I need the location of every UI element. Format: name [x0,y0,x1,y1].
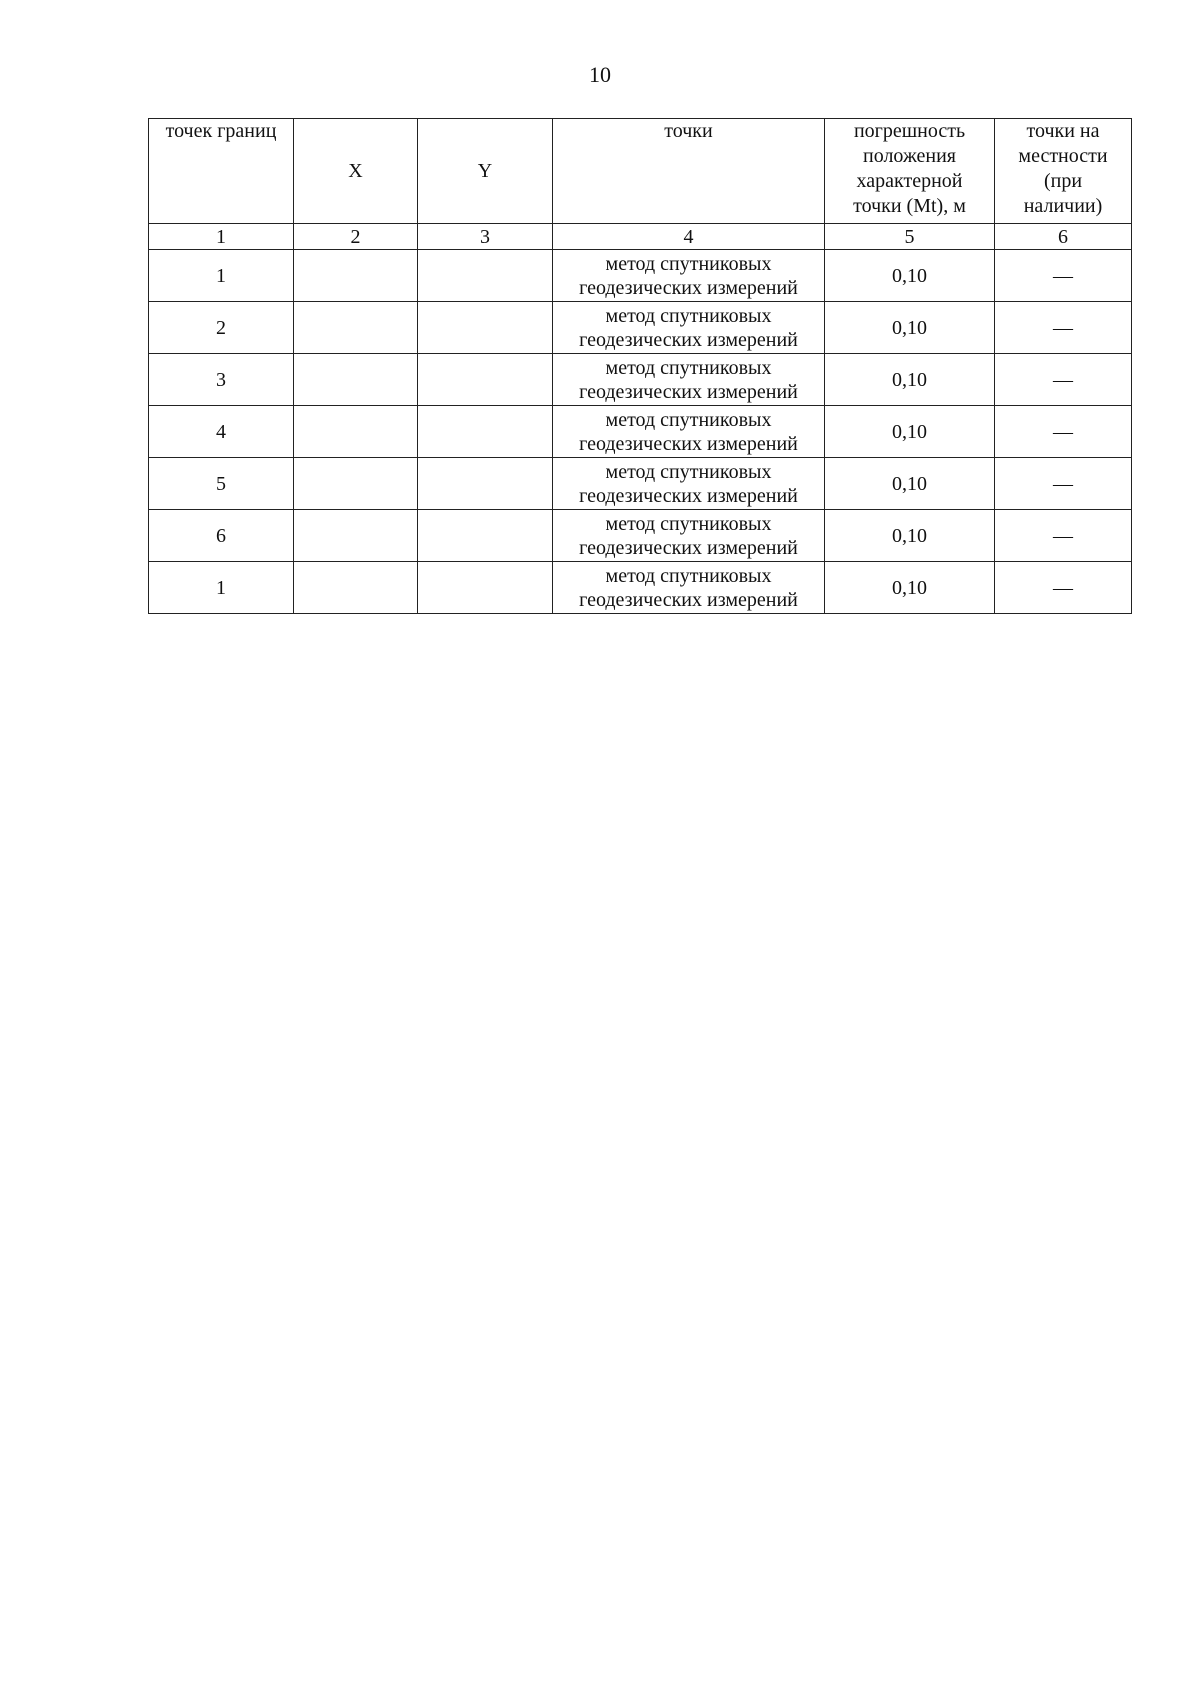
header-error-line: положения [863,145,956,167]
header-description-line: точки на [1026,120,1100,142]
header-error-line: погрешность [853,120,966,142]
header-description-line: наличии) [1023,195,1103,217]
coordinate-x [294,302,418,354]
method-cell [553,458,825,510]
method-cell [553,510,825,562]
table-row [149,562,1132,614]
method-line: геодезических измерений [579,484,798,507]
method-cell [553,562,825,614]
method-line: метод спутниковых [605,304,772,327]
method-line: метод спутниковых [605,564,772,587]
point-number: 2 [149,302,294,354]
coordinate-y [418,458,553,510]
point-number: 1 [149,250,294,302]
error-value: 0,10 [825,302,995,354]
method-line: метод спутниковых [605,356,772,379]
method-line: геодезических измерений [579,276,798,299]
error-value: 0,10 [825,250,995,302]
description-value: — [995,406,1132,458]
table-row [149,354,1132,406]
description-value: — [995,510,1132,562]
header-description-line: (при [1043,170,1083,192]
method-cell [553,354,825,406]
method-line: геодезических измерений [579,588,798,611]
column-number: 2 [294,224,418,250]
header-error-line: точки (Mt), м [853,195,966,217]
point-number: 1 [149,562,294,614]
header-error [825,119,995,224]
method-line: метод спутниковых [605,460,772,483]
description-value: — [995,458,1132,510]
header-x: X [294,119,418,224]
description-value: — [995,562,1132,614]
method-line: геодезических измерений [579,432,798,455]
header-boundary-points: точек границ [149,119,294,224]
header-error-line: характерной [856,170,963,192]
method-cell [553,302,825,354]
page-number: 10 [589,62,611,87]
column-number: 5 [825,224,995,250]
column-number: 4 [553,224,825,250]
description-value: — [995,250,1132,302]
point-number: 4 [149,406,294,458]
method-line: метод спутниковых [605,512,772,535]
point-number: 3 [149,354,294,406]
method-cell [553,250,825,302]
column-number: 6 [995,224,1132,250]
column-number: 3 [418,224,553,250]
coordinate-x [294,562,418,614]
table-header-row [149,119,1132,224]
coordinate-y [418,406,553,458]
method-line: геодезических измерений [579,328,798,351]
header-description [995,119,1132,224]
table-row [149,458,1132,510]
header-description-line: местности [1018,145,1108,167]
method-line: метод спутниковых [605,252,772,275]
coordinate-x [294,458,418,510]
header-y: Y [418,119,553,224]
method-line: геодезических измерений [579,380,798,403]
error-value: 0,10 [825,562,995,614]
point-number: 6 [149,510,294,562]
method-line: геодезических измерений [579,536,798,559]
description-value: — [995,302,1132,354]
table-row [149,250,1132,302]
description-value: — [995,354,1132,406]
error-value: 0,10 [825,458,995,510]
coordinate-y [418,354,553,406]
column-number: 1 [149,224,294,250]
method-cell [553,406,825,458]
header-method: точки [553,119,825,224]
table-row [149,302,1132,354]
coordinate-y [418,510,553,562]
point-number: 5 [149,458,294,510]
error-value: 0,10 [825,354,995,406]
coordinate-y [418,250,553,302]
coordinate-x [294,510,418,562]
coordinate-y [418,302,553,354]
coordinate-x [294,250,418,302]
coordinate-y [418,562,553,614]
table-row [149,510,1132,562]
coordinate-x [294,354,418,406]
error-value: 0,10 [825,406,995,458]
coordinate-x [294,406,418,458]
error-value: 0,10 [825,510,995,562]
method-line: метод спутниковых [605,408,772,431]
coordinates-table [148,118,1132,614]
column-number-row [149,224,1132,250]
table-row [149,406,1132,458]
